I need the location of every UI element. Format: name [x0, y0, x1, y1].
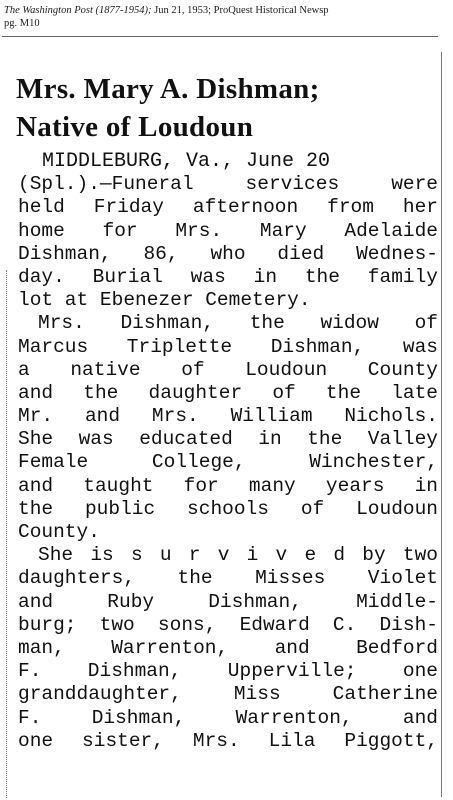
- article-line: granddaughter, Miss Catherine: [18, 683, 438, 706]
- source-page: pg. M10: [4, 18, 40, 29]
- article-line: Dishman, 86, who died Wednes-: [18, 242, 438, 265]
- article-line: lot at Ebenezer Cemetery.: [18, 289, 311, 312]
- article-line: and the daughter of the late: [18, 381, 438, 404]
- article-line: County.: [18, 521, 100, 543]
- article-line: Mr. and Mrs. William Nichols.: [18, 405, 438, 428]
- article-line: the public schools of Loudoun: [18, 497, 438, 520]
- article-line: (Spl.).—Funeral services were: [18, 173, 438, 196]
- headline: [16, 70, 436, 146]
- publication-name: The Washington Post: [4, 5, 93, 16]
- article-line: and taught for many years in: [18, 474, 438, 497]
- article-line: She is s u r v i v e d by two: [38, 544, 438, 567]
- article-line: MIDDLEBURG, Va., June 20: [42, 150, 331, 173]
- article-line: held Friday afternoon from her: [18, 196, 438, 219]
- article-line: Female College, Winchester,: [18, 451, 438, 474]
- publication-details: Jun 21, 1953; ProQuest Historical Newsp: [154, 5, 329, 16]
- article-line: man, Warrenton, and Bedford: [18, 636, 438, 659]
- article-body: [18, 150, 438, 753]
- publication-years: (1877-1954);: [95, 5, 152, 16]
- article-line: F. Dishman, Upperville; one: [18, 660, 438, 683]
- source-citation-line-1: [4, 4, 449, 17]
- headline-line-2: Native of Loudoun: [16, 111, 254, 143]
- article-line: one sister, Mrs. Lila Piggott,: [18, 729, 438, 752]
- headline-line-1: Mrs. Mary A. Dishman;: [16, 73, 320, 105]
- column-rule-left: [6, 270, 7, 798]
- article-line: She was educated in the Valley: [18, 428, 438, 451]
- article-line: home for Mrs. Mary Adelaide: [18, 219, 438, 242]
- article-line: daughters, the Misses Violet: [18, 567, 438, 590]
- column-rule-right: [441, 52, 442, 797]
- article-line: burg; two sons, Edward C. Dish-: [18, 613, 438, 636]
- article-line: and Ruby Dishman, Middle-: [18, 590, 438, 613]
- article-line: Mrs. Dishman, the widow of: [38, 312, 438, 335]
- article-line: day. Burial was in the family: [18, 265, 438, 288]
- article-line: Marcus Triplette Dishman, was: [18, 335, 438, 358]
- source-citation: [4, 4, 449, 30]
- article-line: F. Dishman, Warrenton, and: [18, 706, 438, 729]
- top-rule: [2, 36, 438, 37]
- article-line: a native of Loudoun County: [18, 358, 438, 381]
